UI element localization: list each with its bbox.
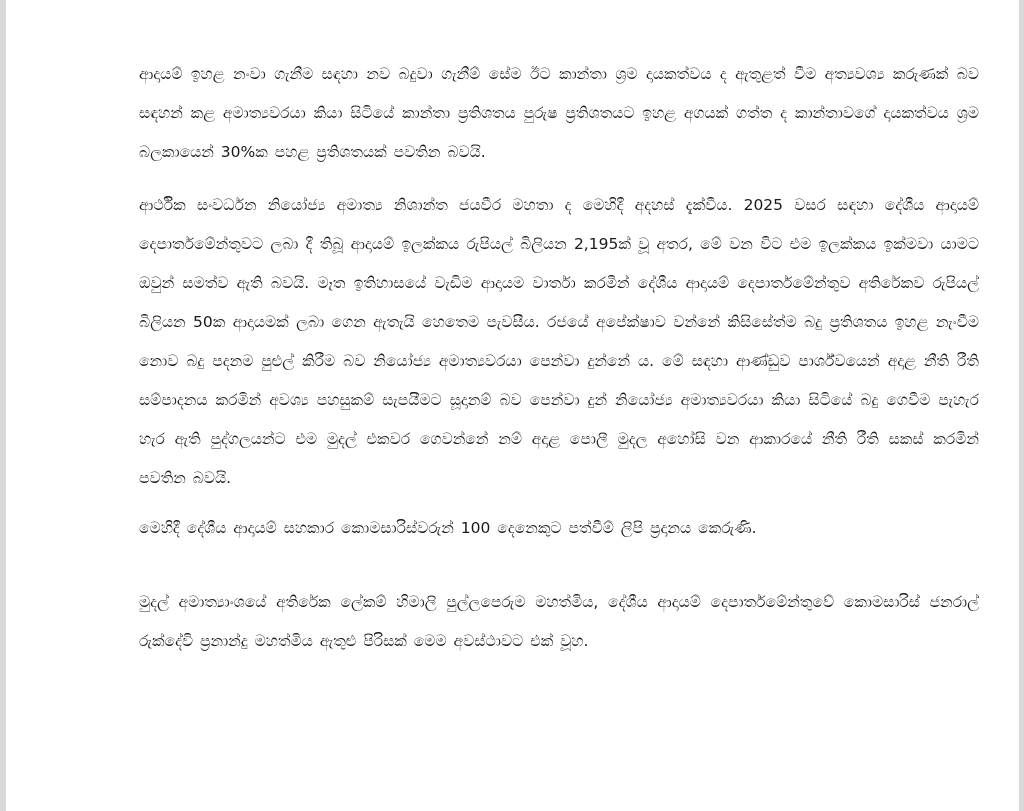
- paragraph-women-labour-participation: ආදායම් ඉහළ නංවා ගැනීම සඳහා නව බදුවා ගැනීම් සේම ඊට කාන්තා ශ්‍රම දායකත්වය ද ඇතුළත් වීම අත්‍යවශ්‍ය කරුණක් බව සඳහන් කළ අමාත්‍යවරයා කියා සිටියේ කාන්තා ප්‍රතිශතය පුරුෂ ප්‍රතිශතයට ඉහළ අගයක් ගත්ත ද කාන්තාවගේ දායකත්වය ශ්‍රම බලකායෙන් 30%ක පහළ ප්‍රතිශතයක් පවතින බවයි.: [139, 65, 979, 161]
- document-page: [6, 0, 1019, 811]
- right-page-border: [1019, 0, 1024, 811]
- paragraph-attendees: මුදල් අමාත්‍යාංශයේ අතිරේක ලේකම් හිමාලි පුල්ලපෙරුම මහත්මිය, දේශීය ආදායම් දෙපාර්තමේන්තුවේ කොමසාරිස් ජනරාල් රුක්දේවි ප්‍රනාන්දු මහත්මිය ඇතුළු පිරිසක් මෙම අවස්ථාවට එක් වූහ.: [139, 593, 979, 650]
- document-body: [139, 55, 979, 661]
- paragraph-revenue-target: ආර්ථික සංවර්ධන නියෝජ්‍ය අමාත්‍ය නිශාන්ත ජයවීර මහතා ද මෙහිදී අදහස් දැක්වීය. 2025 වසර සඳහා දේශීය ආදායම් දෙපාර්තමේන්තුවට ලබා දී තිබූ ආදායම් ඉලක්කය රුපියල් බිලියන 2,195ක් වූ අතර, මේ වන විට එම ඉලක්කය ඉක්මවා යාමට ඔවුන් සමත්ව ඇති බවයි. මෑත ඉතිහාසයේ වැඩිම ආදායම වාර්තා කරමින් දේශීය ආදායම් දෙපාර්තමේන්තුව අතිරේකව රුපියල් බිලියන 50ක ආදායමක් ලබා ගෙන ඇතැයි හෙතෙම පැවසීය. රජයේ අපේක්ෂාව වන්නේ කිසිසේත්ම බදු ප්‍රතිශතය ඉහළ නැංවීම නොව බදු පදනම පුළුල් කිරීම බව නියෝජ්‍ය අමාත්‍යවරයා පෙන්වා දුන්නේ ය. මේ සඳහා ආණ්ඩුව පාර්ශ්වයෙන් අදාළ නීති රීති සම්පාදනය කරමින් අවශ්‍ය පහසුකම් සැපයීමට සූදානම් බව පෙන්වා දුන් නියෝජ්‍ය අමාත්‍යවරයා කියා සිටියේ බදු ගෙවීම පැහැර හැර ඇති පුද්ගලයන්ට එම මුදල් එකවර ගෙවන්නේ නම් අදාළ පොලී මුදල අහෝසි වන ආකාරයේ නීති රීති සකස් කරමින් පවතින බවයි.: [139, 196, 979, 487]
- paragraph-appointment-letters: මෙහිදී දේශීය ආදායම් සහකාර කොමසාරිස්වරුන් 100 දෙනෙකුට පත්වීම් ලිපි ප්‍රදානය කෙරුණි.: [139, 519, 757, 537]
